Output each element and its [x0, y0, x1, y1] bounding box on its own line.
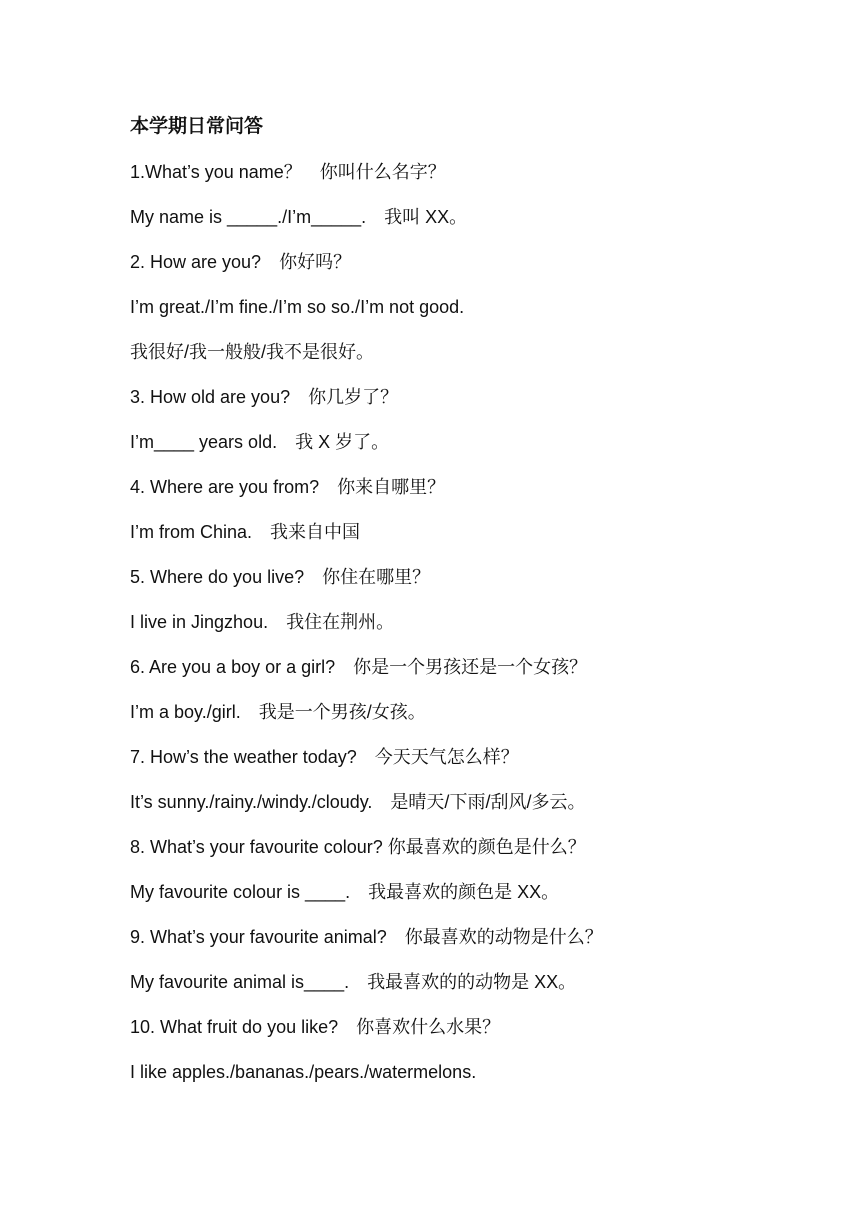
- qa-line: 8. What’s your favourite colour? 你最喜欢的颜色是什么？: [130, 837, 586, 857]
- qa-line: 2. How are you? 你好吗？: [130, 252, 352, 272]
- qa-line: 9. What’s your favourite animal? 你最喜欢的动物是什么？: [130, 927, 603, 947]
- qa-line: I live in Jingzhou. 我住在荆州。: [130, 612, 395, 632]
- qa-line: I’m from China. 我来自中国: [130, 522, 361, 542]
- qa-line: 4. Where are you from? 你来自哪里？: [130, 477, 446, 497]
- qa-line: 3. How old are you? 你几岁了？: [130, 387, 399, 407]
- qa-line: I like apples./bananas./pears./watermelons.: [130, 1062, 477, 1082]
- qa-line: My favourite colour is ____. 我最喜欢的颜色是 XX。: [130, 882, 560, 902]
- qa-line: It’s sunny./rainy./windy./cloudy. 是晴天/下雨/刮风/多云。: [130, 792, 586, 812]
- qa-line: 10. What fruit do you like? 你喜欢什么水果？: [130, 1017, 501, 1037]
- qa-line: I’m a boy./girl. 我是一个男孩/女孩。: [130, 702, 426, 722]
- qa-line: 5. Where do you live? 你住在哪里？: [130, 567, 431, 587]
- qa-line: 7. How’s the weather today? 今天天气怎么样？: [130, 747, 519, 767]
- qa-line: I’m great./I’m fine./I’m so so./I’m not good.: [130, 297, 465, 317]
- qa-line: 1.What’s you name？ 你叫什么名字？: [130, 162, 446, 182]
- qa-line: 我很好/我一般般/我不是很好。: [130, 342, 375, 362]
- qa-line: My favourite animal is____. 我最喜欢的的动物是 XX。: [130, 972, 577, 992]
- qa-line: My name is _____./I’m_____. 我叫 XX。: [130, 207, 468, 227]
- qa-list: [130, 159, 830, 1104]
- document-title: 本学期日常问答: [130, 116, 264, 137]
- qa-line: I’m____ years old. 我 X 岁了。: [130, 432, 390, 452]
- qa-line: 6. Are you a boy or a girl? 你是一个男孩还是一个女孩？: [130, 657, 588, 677]
